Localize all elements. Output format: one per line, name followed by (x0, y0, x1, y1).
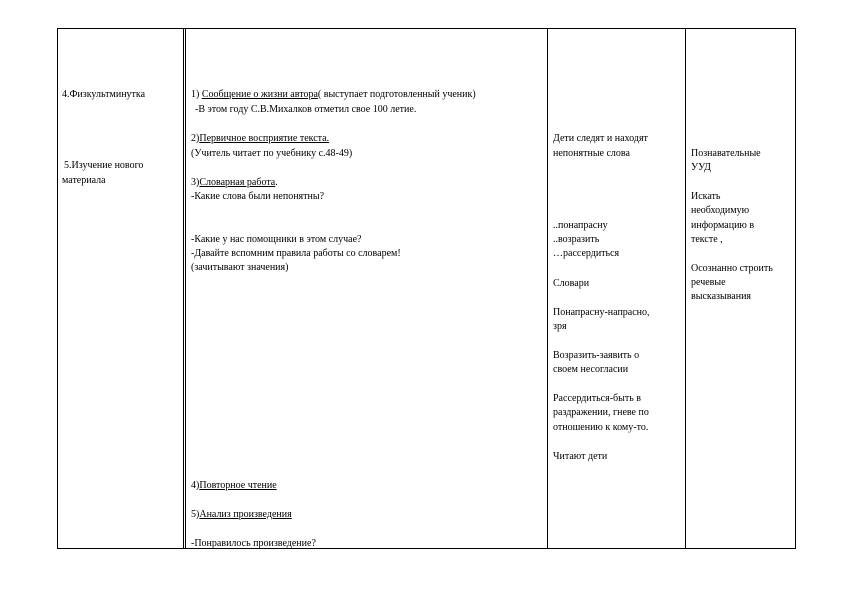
definition-3-line-1: Рассердиться-быть в (553, 393, 642, 404)
item-3-question-1: -Какие слова были непонятны? (191, 191, 325, 202)
item-2-line2: (Учитель читает по учебнику с.48-49) (191, 148, 353, 159)
item-1-number: 1) (191, 89, 202, 100)
item-3-number: 3) (191, 177, 200, 188)
item-5-question-1: -Понравилось произведение? (191, 538, 316, 549)
item-3-text (191, 177, 278, 188)
item-2-number: 2) (191, 133, 200, 144)
word-1: ..понапрасну (553, 220, 608, 231)
item-4-text (191, 480, 277, 491)
item-3-question-3: -Давайте вспомним правила работы со словарем! (191, 248, 401, 259)
column-divider (685, 29, 686, 548)
column-divider (547, 29, 548, 548)
item-1-title: Сообщение о жизни автора (201, 89, 318, 100)
definition-3-line-3: отношению к кому-то. (553, 422, 649, 433)
definition-1-line-2: зря (553, 321, 567, 332)
stage-4-label: 4.Физкультминутка (62, 89, 146, 100)
definition-2-line-1: Возразить-заявить о (553, 350, 640, 361)
students-line-2: непонятные слова (553, 148, 630, 159)
uud-skill-1-line-1: Искать (691, 191, 721, 202)
uud-skill-2-line-3: высказывания (691, 291, 752, 302)
uud-skill-2-line-1: Осознанно строить (691, 263, 773, 274)
item-3-dot: . (275, 177, 278, 188)
students-line-1: Дети следят и находят (553, 133, 648, 144)
lesson-table (57, 28, 796, 549)
word-3: …рассердиться (553, 248, 620, 259)
item-4-title: Повторное чтение (199, 480, 277, 491)
uud-skill-1-line-2: необходимую (691, 205, 750, 216)
children-read-label: Читают дети (553, 451, 608, 462)
column-divider (183, 29, 186, 548)
dictionaries-label: Словари (553, 278, 590, 289)
uud-skill-1-line-3: информацию в (691, 220, 755, 231)
definition-3-line-2: раздражении, гневе по (553, 407, 649, 418)
stage-5-label-line2: материала (62, 175, 106, 186)
item-4-number: 4) (191, 480, 200, 491)
item-3-title: Словарная работа (199, 177, 276, 188)
uud-skill-1-line-4: тексте , (691, 234, 723, 245)
item-1-text (191, 89, 476, 100)
definition-2-line-2: своем несогласии (553, 364, 629, 375)
item-3-question-2: -Какие у нас помощники в этом случае? (191, 234, 362, 245)
word-2: ..возразить (553, 234, 600, 245)
stage-5-label-line1: 5.Изучение нового (64, 160, 144, 171)
uud-heading-2: УУД (691, 162, 711, 173)
item-3-question-4: (зачитывают значения) (191, 262, 289, 273)
uud-skill-2-line-2: речевые (691, 277, 726, 288)
item-5-number: 5) (191, 509, 200, 520)
item-5-text (191, 509, 292, 520)
item-1-line2: -В этом году С.В.Михалков отметил свое 100 летие. (195, 104, 417, 115)
item-2-text (191, 133, 329, 144)
definition-1-line-1: Понапрасну-напрасно, (553, 307, 650, 318)
item-1-note: ( выступает подготовленный ученик) (317, 89, 476, 100)
uud-heading-1: Познавательные (691, 148, 761, 159)
item-5-title: Анализ произведения (199, 509, 292, 520)
item-2-title: Первичное восприятие текста. (199, 133, 330, 144)
